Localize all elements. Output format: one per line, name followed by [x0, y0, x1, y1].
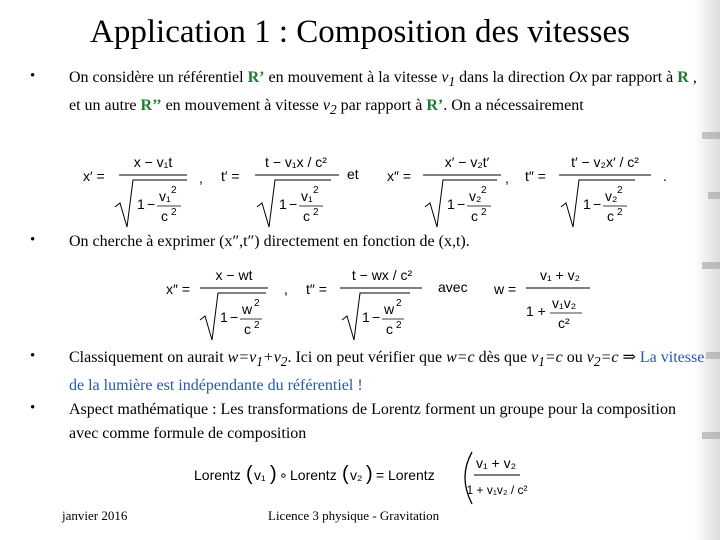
- svg-text:Lorentz: Lorentz: [388, 467, 435, 483]
- svg-text:v₂: v₂: [469, 188, 482, 204]
- svg-text:): ): [366, 463, 373, 485]
- svg-text:Lorentz: Lorentz: [290, 467, 337, 483]
- formula-numerator: v₁ + v₂: [539, 267, 581, 283]
- frame-r: R: [677, 69, 689, 86]
- svg-text:v₂: v₂: [350, 467, 363, 483]
- composition-formula: [190, 448, 528, 508]
- lorentz-formulas-2: [160, 258, 600, 344]
- svg-text:c: c: [244, 321, 251, 337]
- svg-text:w: w: [384, 301, 395, 317]
- formula-numerator: x′ − v₂t′: [444, 154, 490, 170]
- svg-text:c²: c²: [558, 315, 570, 331]
- svg-text:1: 1: [583, 196, 591, 212]
- svg-text:v₁v₂: v₁v₂: [552, 295, 577, 311]
- svg-text:2: 2: [617, 207, 623, 218]
- svg-text:c: c: [607, 208, 614, 224]
- svg-text:v₁ + v₂: v₁ + v₂: [475, 455, 517, 471]
- composition-operator: ∘: [279, 467, 288, 483]
- svg-text:1 +: 1 +: [526, 303, 546, 319]
- formula-lhs: x″ =: [166, 281, 191, 297]
- implies-arrow: ⇒: [618, 349, 640, 366]
- frame-r-second: R’’: [140, 97, 162, 115]
- footer-course: Licence 3 physique - Gravitation: [268, 508, 440, 523]
- formula-lhs: x″ =: [387, 168, 412, 184]
- svg-text:2: 2: [171, 207, 177, 218]
- decoration-bar: [702, 262, 720, 269]
- svg-text:2: 2: [617, 185, 623, 196]
- svg-text:w: w: [242, 301, 253, 317]
- svg-text:=: =: [376, 467, 385, 483]
- svg-text:2: 2: [171, 185, 177, 196]
- svg-text:1: 1: [279, 196, 287, 212]
- svg-text:,: ,: [284, 281, 288, 297]
- svg-text:c: c: [303, 208, 310, 224]
- svg-text:2: 2: [396, 298, 402, 309]
- svg-text:−: −: [457, 196, 466, 212]
- bullet: •: [30, 68, 36, 84]
- svg-text:1: 1: [220, 309, 228, 325]
- lorentz-formulas-1: [75, 143, 675, 229]
- svg-text:−: −: [147, 196, 156, 212]
- svg-text:1: 1: [137, 196, 145, 212]
- formula-lhs: w =: [494, 281, 517, 297]
- decoration-bar: [708, 192, 720, 199]
- svg-text:(: (: [342, 463, 349, 485]
- formula-lhs: t″ =: [525, 168, 546, 184]
- svg-text:2: 2: [254, 320, 260, 331]
- formula-numerator: t − wx / c²: [351, 267, 413, 283]
- frame-r-prime: R’: [247, 69, 265, 86]
- formula-numerator: t′ − v₂x′ / c²: [571, 154, 639, 170]
- svg-text:2: 2: [254, 298, 260, 309]
- paragraph-1: On considère un référentiel R’ en mouvement à la vitesse $v_1$ dans la direction Ox par rapport à R , et un autre R’’ en mouvement à vitesse $v_2$ par rapport à R’. On a nécessairement: [69, 69, 697, 118]
- svg-text:v₂: v₂: [605, 188, 618, 204]
- avec-label: avec: [438, 279, 468, 295]
- svg-text:c: c: [161, 208, 168, 224]
- svg-text:−: −: [593, 196, 602, 212]
- paragraph-3: Classiquement on aurait $w=v_1+v_2$. Ici on peut vérifier que w=c dès que $v_1=c$ ou $v_2=c$ ⇒ La vitesse de la lumière est indépendante du référentiel !: [69, 349, 705, 395]
- slide-title: Application 1 : Composition des vitesses: [90, 14, 630, 50]
- svg-text:,: ,: [199, 170, 203, 186]
- svg-text:c: c: [386, 321, 393, 337]
- svg-text:1: 1: [362, 309, 370, 325]
- svg-text:v₁: v₁: [159, 188, 171, 204]
- paragraph-4: Aspect mathématique : Les transformations de Lorentz forment un groupe pour la composition avec comme formule de composition: [69, 401, 676, 442]
- formula-numerator: t − v₁x / c²: [265, 154, 327, 170]
- svg-text:−: −: [230, 309, 239, 325]
- svg-text:2: 2: [481, 207, 487, 218]
- formula-lhs: t′ =: [221, 168, 240, 184]
- svg-text:1 + v₁v₂ / c²: 1 + v₁v₂ / c²: [466, 483, 528, 497]
- svg-text:1: 1: [447, 196, 455, 212]
- svg-text:2: 2: [396, 320, 402, 331]
- svg-text:,: ,: [505, 170, 509, 186]
- et-label: et: [347, 166, 359, 182]
- svg-text:2: 2: [313, 185, 319, 196]
- formula-numerator: x − v₁t: [133, 154, 173, 170]
- svg-text:c: c: [471, 208, 478, 224]
- svg-text:v₁: v₁: [301, 188, 313, 204]
- svg-text:−: −: [372, 309, 381, 325]
- formula-lhs: t″ =: [306, 281, 327, 297]
- svg-text:v₁: v₁: [254, 467, 266, 483]
- svg-text:(: (: [246, 463, 253, 485]
- formula-lhs: x′ =: [83, 168, 105, 184]
- highlight-statement: La vitesse de la lumière est indépendante du référentiel !: [69, 349, 705, 395]
- svg-text:.: .: [663, 168, 667, 184]
- svg-text:): ): [270, 463, 277, 485]
- svg-text:2: 2: [481, 185, 487, 196]
- svg-text:−: −: [289, 196, 298, 212]
- decoration-bar: [702, 132, 720, 139]
- bullet: •: [30, 400, 36, 416]
- paragraph-2: On cherche à exprimer (x″,t″) directement en fonction de (x,t).: [69, 233, 470, 250]
- formula-numerator: x − wt: [215, 267, 253, 283]
- footer-date: janvier 2016: [62, 508, 128, 523]
- svg-text:2: 2: [313, 207, 319, 218]
- bullet: •: [30, 232, 36, 248]
- bullet: •: [30, 348, 36, 364]
- svg-text:Lorentz: Lorentz: [194, 467, 241, 483]
